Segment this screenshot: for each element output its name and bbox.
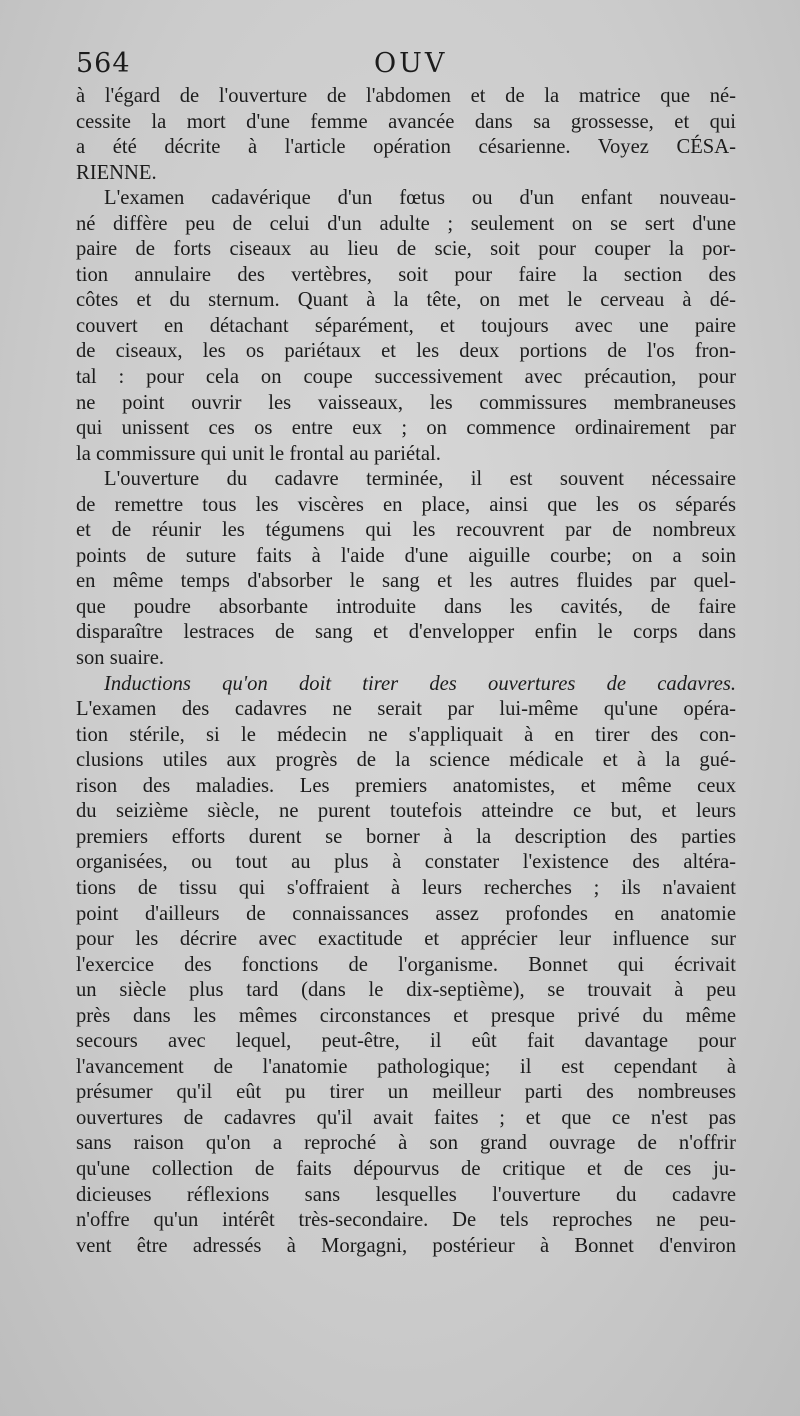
text-line: en même temps d'absorber le sang et les autres fluides par quel- bbox=[76, 570, 736, 593]
section-heading: Inductions qu'on doit tirer des ouvertures de cadavres. bbox=[104, 672, 736, 695]
text-line: l'avancement de l'anatomie pathologique; il est cependant à bbox=[76, 1055, 736, 1078]
text-line: RIENNE. bbox=[76, 161, 157, 184]
text-line: n'offre qu'un intérêt très-secondaire. De tels reproches ne peu- bbox=[76, 1209, 736, 1232]
text-line: un siècle plus tard (dans le dix-septième), se trouvait à peu bbox=[76, 979, 736, 1002]
text-line: a été décrite à l'article opération césarienne. Voyez CÉSA- bbox=[76, 136, 736, 159]
text-line: sans raison qu'on a reproché à son grand ouvrage de n'offrir bbox=[76, 1132, 736, 1155]
text-line: cessite la mort d'une femme avancée dans sa grossesse, et qui bbox=[76, 110, 736, 133]
text-line: né diffère peu de celui d'un adulte ; seulement on se sert d'une bbox=[76, 212, 736, 235]
text-line: de remettre tous les viscères en place, ainsi que les os séparés bbox=[76, 493, 736, 516]
text-line: de ciseaux, les os pariétaux et les deux portions de l'os fron- bbox=[76, 340, 736, 363]
paragraph-start-line: L'ouverture du cadavre terminée, il est souvent nécessaire bbox=[104, 468, 736, 491]
text-line: tal : pour cela on coupe successivement avec précaution, pour bbox=[76, 366, 736, 389]
text-line: disparaître lestraces de sang et d'envelopper enfin le corps dans bbox=[76, 621, 736, 644]
page-body bbox=[76, 84, 736, 1259]
paragraph-start-line: L'examen cadavérique d'un fœtus ou d'un enfant nouveau- bbox=[104, 187, 736, 210]
text-line: rison des maladies. Les premiers anatomistes, et même ceux bbox=[76, 774, 736, 797]
text-line: vent être adressés à Morgagni, postérieur à Bonnet d'environ bbox=[76, 1234, 736, 1257]
text-line: points de suture faits à l'aide d'une aiguille courbe; on a soin bbox=[76, 544, 736, 567]
text-line: que poudre absorbante introduite dans les cavités, de faire bbox=[76, 595, 736, 618]
text-line: et de réunir les tégumens qui les recouvrent par de nombreux bbox=[76, 519, 736, 542]
text-line: ne point ouvrir les vaisseaux, les commissures membraneuses bbox=[76, 391, 736, 414]
text-line: la commissure qui unit le frontal au pariétal. bbox=[76, 442, 441, 465]
text-line: qu'une collection de faits dépourvus de critique et de ces ju- bbox=[76, 1157, 736, 1180]
text-line: côtes et du sternum. Quant à la tête, on met le cerveau à dé- bbox=[76, 289, 736, 312]
text-line: du seizième siècle, ne purent toutefois atteindre ce but, et leurs bbox=[76, 800, 736, 823]
text-line: organisées, ou tout au plus à constater l'existence des altéra- bbox=[76, 851, 736, 874]
text-line: L'examen des cadavres ne serait par lui-même qu'une opéra- bbox=[76, 698, 736, 721]
text-line: couvert en détachant séparément, et toujours avec une paire bbox=[76, 314, 736, 337]
text-line: à l'égard de l'ouverture de l'abdomen et de la matrice que né- bbox=[76, 85, 736, 107]
text-line: paire de forts ciseaux au lieu de scie, soit pour couper la por- bbox=[76, 238, 736, 261]
text-line: premiers efforts durent se borner à la description des parties bbox=[76, 825, 736, 848]
text-line: l'exercice des fonctions de l'organisme. Bonnet qui écrivait bbox=[76, 953, 736, 976]
text-line: pour les décrire avec exactitude et apprécier leur influence sur bbox=[76, 928, 736, 951]
page-header bbox=[76, 44, 736, 84]
text-line: dicieuses réflexions sans lesquelles l'ouverture du cadavre bbox=[76, 1183, 736, 1206]
running-head: OUV bbox=[374, 48, 448, 79]
text-line: tion stérile, si le médecin ne s'appliquait à en tirer des con- bbox=[76, 723, 736, 746]
text-line: clusions utiles aux progrès de la science médicale et à la gué- bbox=[76, 749, 736, 772]
text-line: son suaire. bbox=[76, 647, 165, 670]
text-line: présumer qu'il eût pu tirer un meilleur parti des nombreuses bbox=[76, 1081, 736, 1104]
text-line: qui unissent ces os entre eux ; on commence ordinairement par bbox=[76, 417, 736, 440]
text-line: près dans les mêmes circonstances et presque privé du même bbox=[76, 1004, 736, 1027]
text-line: tion annulaire des vertèbres, soit pour faire la section des bbox=[76, 263, 736, 286]
text-line: point d'ailleurs de connaissances assez profondes en anatomie bbox=[76, 902, 736, 925]
text-line: tions de tissu qui s'offraient à leurs recherches ; ils n'avaient bbox=[76, 876, 736, 899]
text-line: secours avec lequel, peut-être, il eût fait davantage pour bbox=[76, 1030, 736, 1053]
page-number: 564 bbox=[76, 48, 131, 79]
text-line: ouvertures de cadavres qu'il avait faites ; et que ce n'est pas bbox=[76, 1106, 736, 1129]
